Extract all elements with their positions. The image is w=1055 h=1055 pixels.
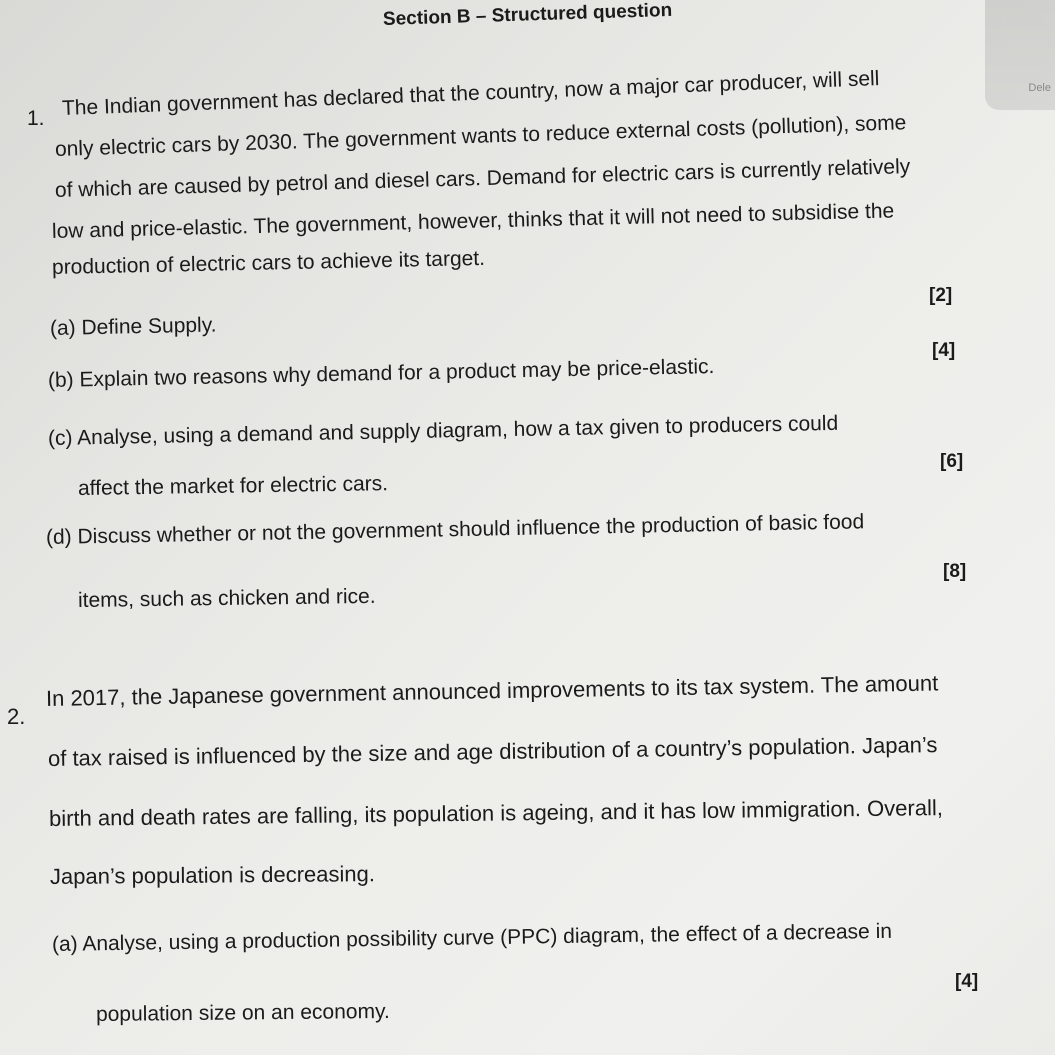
- q2-stem-line-1: In 2017, the Japanese government announced improvements to its tax system. The amount: [45, 670, 939, 711]
- q1-number: 1.: [27, 107, 45, 130]
- q1-stem-line-2: only electric cars by 2030. The government wants to reduce external costs (pollution), some: [54, 111, 907, 161]
- q1a-marks: [2]: [929, 285, 953, 306]
- q1c-line-1: (c) Analyse, using a demand and supply diagram, how a tax given to producers could: [47, 411, 839, 450]
- q1d-line-1: (d) Discuss whether or not the government should influence the production of basic food: [45, 510, 865, 549]
- q1c-line-2: affect the market for electric cars.: [77, 472, 389, 500]
- q2-stem-line-4: Japan’s population is decreasing.: [49, 861, 376, 889]
- section-heading: Section B – Structured question: [382, 0, 673, 30]
- q2a-line-1: (a) Analyse, using a production possibility curve (PPC) diagram, the effect of a decrease in: [51, 919, 893, 956]
- q1d-line-2: items, such as chicken and rice.: [77, 584, 376, 612]
- q1-stem-line-5: production of electric cars to achieve its target.: [51, 246, 486, 279]
- key-icon: [1003, 12, 1049, 44]
- q2a-marks: [4]: [955, 971, 979, 992]
- q2-stem-line-3: birth and death rates are falling, its population is ageing, and it has low immigration. Overall,: [48, 795, 944, 831]
- device-label: Dele: [1028, 82, 1051, 94]
- q2-number: 2.: [7, 704, 26, 729]
- q1b-text: (b) Explain two reasons why demand for a product may be price-elastic.: [47, 355, 715, 392]
- q2a-line-2: population size on an economy.: [95, 999, 390, 1026]
- q1d-marks: [8]: [943, 561, 967, 582]
- q1a-text: (a) Define Supply.: [49, 313, 217, 340]
- q1-stem-line-1: The Indian government has declared that the country, now a major car producer, will sell: [61, 67, 880, 120]
- q1c-marks: [6]: [940, 451, 964, 472]
- q1-stem-line-3: of which are caused by petrol and diesel cars. Demand for electric cars is currently relatively: [54, 155, 911, 202]
- q1-stem-line-4: low and price-elastic. The government, however, thinks that it will not need to subsidise the: [51, 199, 895, 243]
- q1b-marks: [4]: [932, 340, 956, 361]
- q2-stem-line-2: of tax raised is influenced by the size and age distribution of a country’s population. Japan’s: [47, 732, 938, 771]
